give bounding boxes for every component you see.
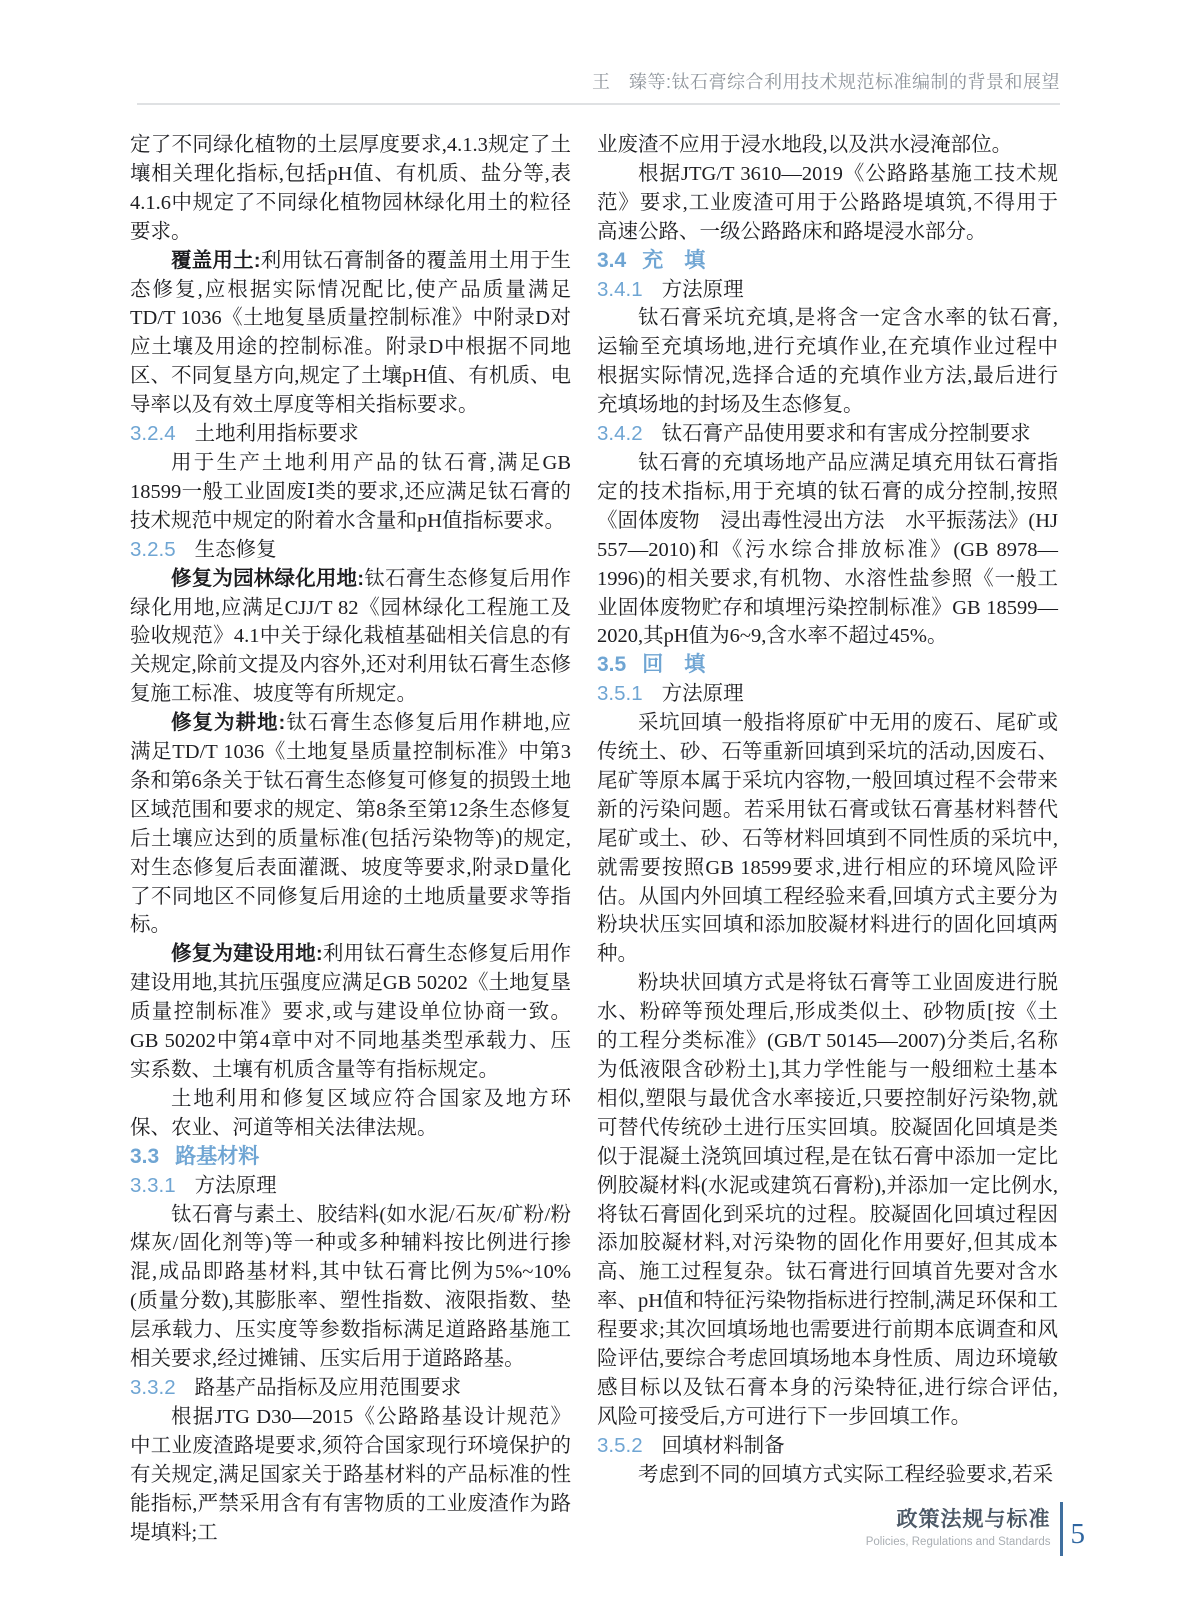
section-heading (597, 651, 1058, 680)
subsection-heading (597, 680, 1058, 709)
subsection-heading-title: 土地利用指标要求 (194, 423, 359, 446)
paragraph (597, 969, 1058, 1432)
paragraph-lead: 覆盖用土: (171, 248, 261, 272)
paragraph-text: 钛石膏采坑充填,是将含一定含水率的钛石膏,运输至充填场地,进行充填作业,在充填作业过程中根据实际情况,选择合适的充填作业方法,最后进行充填场地的封场及生态修复。 (597, 307, 1058, 417)
paragraph-text: 定了不同绿化植物的土层厚度要求,4.1.3规定了土壤相关理化指标,包括pH值、有机质、盐分等,表4.1.6中规定了不同绿化植物园林绿化用土的粒径要求。 (130, 134, 571, 243)
paragraph-text: 根据JTG/T 3610—2019《公路路基施工技术规范》要求,工业废渣可用于公路路堤填筑,不得用于高速公路、一级公路路床和路堤浸水部分。 (597, 162, 1058, 243)
section-heading-title: 回 填 (642, 653, 706, 677)
paragraph-text: 利用钛石膏制备的覆盖用土用于生态修复,应根据实际情况配比,使产品质量满足TD/T 1036《土地复垦质量控制标准》中附录D对应土壤及用途的控制标准。附录D中根据不同地区、不同复垦方向,规定了土壤pH值、有机质、电导率以及有效土厚度等相关指标要求。 (130, 249, 572, 417)
subsection-heading-number: 3.5.2 (597, 1433, 643, 1457)
subsection-heading-title: 方法原理 (661, 683, 744, 706)
column-right (597, 131, 1058, 1547)
paragraph (597, 160, 1058, 247)
subsection-heading (130, 536, 571, 565)
subsection-heading (597, 276, 1058, 305)
paragraph-text: 根据JTG D30—2015《公路路基设计规范》中工业废渣路堤要求,须符合国家现行环境保护的有关规定,满足国家关于路基材料的产品标准的性能指标,严禁采用含有有害物质的工业废渣作为路堤填料;工 (130, 1405, 571, 1544)
subsection-heading (130, 420, 571, 449)
subsection-heading-title: 钛石膏产品使用要求和有害成分控制要求 (661, 423, 1031, 446)
paragraph-text: 利用钛石膏生态修复后用作建设用地,其抗压强度应满足GB 50202《土地复垦质量控制标准》要求,或与建设单位协商一致。GB 50202中第4章中对不同地基类型承载力、压实系数、土壤有机质含量等有指标规定。 (130, 943, 572, 1081)
running-header (137, 0, 1060, 105)
paragraph-text: 钛石膏的充填场地产品应满足填充用钛石膏指定的技术指标,用于充填的钛石膏的成分控制,按照《固体废物 浸出毒性浸出方法 水平振荡法》(HJ 557—2010)和《污水综合排放标准》(GB 8978—1996)的相关要求,有机物、水溶性盐参照《一般工业固体废物贮存和填埋污染控制标准》GB 18599—2020,其pH值为6~9,含水率不超过45%。 (597, 451, 1058, 648)
page-number: 5 (1070, 1517, 1085, 1550)
subsection-heading-number: 3.5.1 (597, 682, 643, 706)
running-title: 王 臻等:钛石膏综合利用技术规范标准编制的背景和展望 (592, 72, 1060, 92)
paragraph-text: 考虑到不同的回填方式实际工程经验要求,若采 (638, 1463, 1054, 1486)
subsection-heading-title: 方法原理 (661, 278, 744, 301)
footer-section-title (866, 1508, 1051, 1550)
footer (866, 1502, 1085, 1556)
paragraph (597, 449, 1058, 651)
paragraph-text: 钛石膏生态修复后用作耕地,应满足TD/T 1036《土地复垦质量控制标准》中第3条和第6条关于钛石膏生态修复可修复的损毁土地区域范围和要求的规定、第8条至第12条生态修复后土壤应达到的质量标准(包括污染物等)的规定,对生态修复后表面灌溉、坡度等要求,附录D量化了不同地区不同修复后用途的土地质量要求等指标。 (130, 712, 572, 937)
subsection-heading (130, 1374, 571, 1403)
section-heading-number: 3.5 (597, 653, 627, 677)
column-left (130, 131, 571, 1547)
subsection-heading-number: 3.3.1 (130, 1173, 176, 1197)
article-body (130, 131, 1058, 1547)
paragraph-text: 采坑回填一般指将原矿中无用的废石、尾矿或传统土、砂、石等重新回填到采坑的活动,因废石、尾矿等原本属于采坑内容物,一般回填过程不会带来新的污染问题。若采用钛石膏或钛石膏基材料替代尾矿或土、砂、石等材料回填到不同性质的采坑中,就需要按照GB 18599要求,进行相应的环境风险评估。从国内外回填工程经验来看,回填方式主要分为粉块状压实回填和添加胶凝材料进行的固化回填两种。 (597, 712, 1058, 966)
subsection-heading (597, 1432, 1058, 1461)
paragraph (130, 449, 571, 536)
subsection-heading-title: 回填材料制备 (661, 1434, 785, 1457)
paragraph (130, 709, 571, 940)
subsection-heading-number: 3.4.1 (597, 277, 643, 301)
paragraph (130, 131, 571, 247)
paragraph-text: 钛石膏与素土、胶结料(如水泥/石灰/矿粉/粉煤灰/固化剂等)等一种或多种辅料按比例进行掺混,成品即路基材料,其中钛石膏比例为5%~10%(质量分数),其膨胀率、塑性指数、液限指数、垫层承载力、压实度等参数指标满足道路路基施工相关要求,经过摊铺、压实后用于道路路基。 (130, 1203, 571, 1371)
footer-divider-bar (1060, 1502, 1063, 1556)
paragraph-text: 土地利用和修复区域应符合国家及地方环保、农业、河道等相关法律法规。 (130, 1087, 571, 1139)
paragraph (130, 565, 571, 710)
section-heading (597, 247, 1058, 276)
paragraph-lead: 修复为园林绿化用地: (171, 566, 365, 590)
footer-section-title-cn: 政策法规与标准 (896, 1508, 1051, 1531)
paragraph (597, 304, 1058, 420)
paragraph (130, 1085, 571, 1143)
paragraph (130, 940, 571, 1085)
paragraph (130, 1403, 571, 1548)
section-heading (130, 1143, 571, 1172)
paragraph-lead: 修复为耕地: (171, 711, 286, 735)
paragraph (597, 131, 1058, 160)
subsection-heading (130, 1172, 571, 1201)
subsection-heading-number: 3.2.5 (130, 537, 176, 561)
subsection-heading (597, 420, 1058, 449)
section-heading-title: 充 填 (642, 248, 706, 272)
section-heading-number: 3.3 (130, 1144, 160, 1168)
paragraph-text: 粉块状回填方式是将钛石膏等工业固废进行脱水、粉碎等预处理后,形成类似土、砂物质[按《土的工程分类标准》(GB/T 50145—2007)分类后,名称为低液限含砂粉土],其力学性能与一般细粒土基本相似,塑限与最优含水率接近,只要控制好污染物,就可替代传统砂土进行压实回填。胶凝固化回填是类似于混凝土浇筑回填过程,是在钛石膏中添加一定比例胶凝材料(水泥或建筑石膏粉),并添加一定比例水,将钛石膏固化到采坑的过程。胶凝固化回填过程因添加胶凝材料,对污染物的固化作用要好,但其成本高、施工过程复杂。钛石膏进行回填首先要对含水率、pH值和特征污染物指标进行控制,满足环保和工程要求;其次回填场地也需要进行前期本底调查和风险评估,要综合考虑回填场地本身性质、周边环境敏感目标以及钛石膏本身的污染特征,进行综合评估,风险可接受后,方可进行下一步回填工作。 (597, 972, 1058, 1428)
footer-section-title-en: Policies, Regulations and Standards (865, 1536, 1051, 1548)
section-heading-number: 3.4 (597, 248, 627, 272)
paragraph (130, 247, 571, 420)
paragraph (130, 1201, 571, 1374)
paragraph (597, 709, 1058, 969)
paragraph (597, 1461, 1058, 1490)
paragraph-text: 钛石膏生态修复后用作绿化用地,应满足CJJ/T 82《园林绿化工程施工及验收规范》4.1中关于绿化栽植基础相关信息的有关规定,除前文提及内容外,还对利用钛石膏生态修复施工标准、坡度等有所规定。 (130, 567, 572, 706)
paragraph-lead: 修复为建设用地: (171, 942, 323, 966)
paragraph-text: 用于生产土地利用产品的钛石膏,满足GB 18599一般工业固废Ⅰ类的要求,还应满足钛石膏的技术规范中规定的附着水含量和pH值指标要求。 (130, 451, 571, 532)
section-heading-title: 路基材料 (175, 1144, 260, 1168)
subsection-heading-number: 3.3.2 (130, 1375, 176, 1399)
subsection-heading-number: 3.2.4 (130, 422, 176, 446)
subsection-heading-title: 路基产品指标及应用范围要求 (194, 1376, 462, 1399)
subsection-heading-title: 生态修复 (194, 538, 277, 561)
subsection-heading-title: 方法原理 (194, 1174, 277, 1197)
subsection-heading-number: 3.4.2 (597, 422, 643, 446)
paragraph-text: 业废渣不应用于浸水地段,以及洪水浸淹部位。 (597, 134, 1013, 156)
